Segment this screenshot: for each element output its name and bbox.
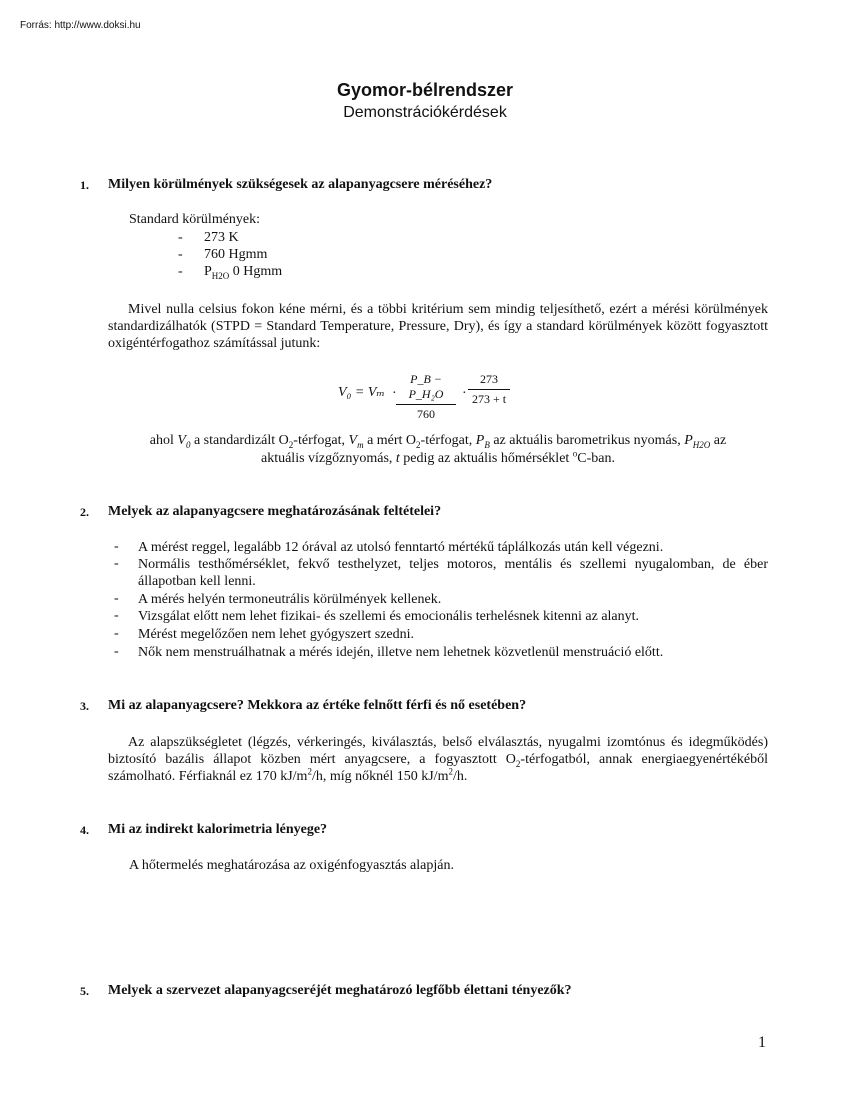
q1-paragraph: Mivel nulla celsius fokon kéne mérni, és a többi kritérium sem mindig teljesíthető, ezért a mérési körülmények standardizálhatók (STPD = Standard Temperature, Pressure, Dry), és így a standard körülmények között fogyasztott oxigéntérfogathoz számítással jutunk:: [108, 302, 768, 351]
list-dash: -: [114, 608, 119, 623]
formula-explanation: ahol $V_0$ a standardizált $O_2$-térfogat, $V_m$ a mért $O_2$-térfogat, $P_B$ az aktuális barometrikus nyomás, $P_{H2O}$ az aktuális vízgőznyomás, t pedig az aktuális hőmérséklet $^o$C-ban.: [149, 433, 727, 466]
condition-item: -: [178, 247, 183, 262]
stpd-formula: V₀ = Vₘ · P_B − P_H₂O 760 · 273 273 + t: [330, 372, 530, 416]
document-subtitle: Demonstrációkérdések: [343, 104, 507, 121]
question-2-number: 2.: [80, 505, 89, 519]
question-3-text: Mi az alapanyagcsere? Mekkora az értéke felnőtt férfi és nő esetében?: [108, 698, 527, 713]
list-dash: -: [114, 556, 119, 571]
formula-lhs: V₀ = Vₘ: [338, 385, 386, 400]
condition-item-text: 273 K: [204, 230, 239, 245]
list-item: Nők nem menstruálhatnak a mérés idején, illetve nem lehetnek közvetlenül menstruáció előtt.: [138, 645, 664, 660]
formula-fraction-1: P_B − P_H₂O 760: [396, 372, 456, 422]
list-dash: -: [114, 626, 119, 641]
list-item: Normális testhőmérséklet, fekvő testhelyzet, teljes motoros, mentális és szellemi nyugalomban, de éber állapotban kell lenni.: [138, 557, 768, 589]
standard-conditions-label: Standard körülmények:: [129, 212, 261, 227]
question-5-number: 5.: [80, 984, 89, 998]
q3-paragraph: Az alapszükségletet (légzés, vérkeringés, kiválasztás, belső elválasztás, nyugalmi izomtónus és idegműködés) biztosító bazális állapot közben mért anyagcsere, a fogyasztott $O_2$-térfogatból, annak energiaegyenértékéből számolható. Férfiaknál ez 170 $kJ/m^2/h$, míg nőknél 150 $kJ/m^2/h$.: [108, 735, 768, 784]
question-4-number: 4.: [80, 823, 89, 837]
list-item: A mérést reggel, legalább 12 órával az utolsó fenntartó mértékű táplálkozás után kell végezni.: [138, 540, 664, 555]
condition-item-text: $P_{H2O}$ 0 Hgmm: [204, 264, 283, 281]
question-3-number: 3.: [80, 699, 89, 713]
q4-answer: A hőtermelés meghatározása az oxigénfogyasztás alapján.: [129, 858, 454, 873]
question-1-number: 1.: [80, 178, 89, 192]
question-2-text: Melyek az alapanyagcsere meghatározásának feltételei?: [108, 504, 442, 519]
question-5-text: Melyek a szervezet alapanyagcseréjét meghatározó legfőbb élettani tényezők?: [108, 983, 572, 998]
question-4-text: Mi az indirekt kalorimetria lényege?: [108, 822, 328, 837]
list-dash: -: [114, 539, 119, 554]
condition-item: -: [178, 230, 183, 245]
list-dash: -: [114, 644, 119, 659]
page-number: 1: [758, 1034, 766, 1051]
list-dash: -: [114, 591, 119, 606]
document-title: Gyomor-bélrendszer: [336, 80, 514, 100]
condition-item: -: [178, 264, 183, 279]
question-1-text: Milyen körülmények szükségesek az alapanyagcsere méréséhez?: [108, 177, 493, 192]
list-item: Mérést megelőzően nem lehet gyógyszert szedni.: [138, 627, 415, 642]
list-item: A mérés helyén termoneutrális körülmények kellenek.: [138, 592, 442, 607]
condition-item-text: 760 Hgmm: [204, 247, 268, 262]
formula-fraction-2: 273 273 + t: [468, 372, 510, 407]
source-line: Forrás: http://www.doksi.hu: [20, 20, 141, 31]
list-item: Vizsgálat előtt nem lehet fizikai- és szellemi és emocionális terhelésnek kitenni az alanyt.: [138, 609, 640, 624]
